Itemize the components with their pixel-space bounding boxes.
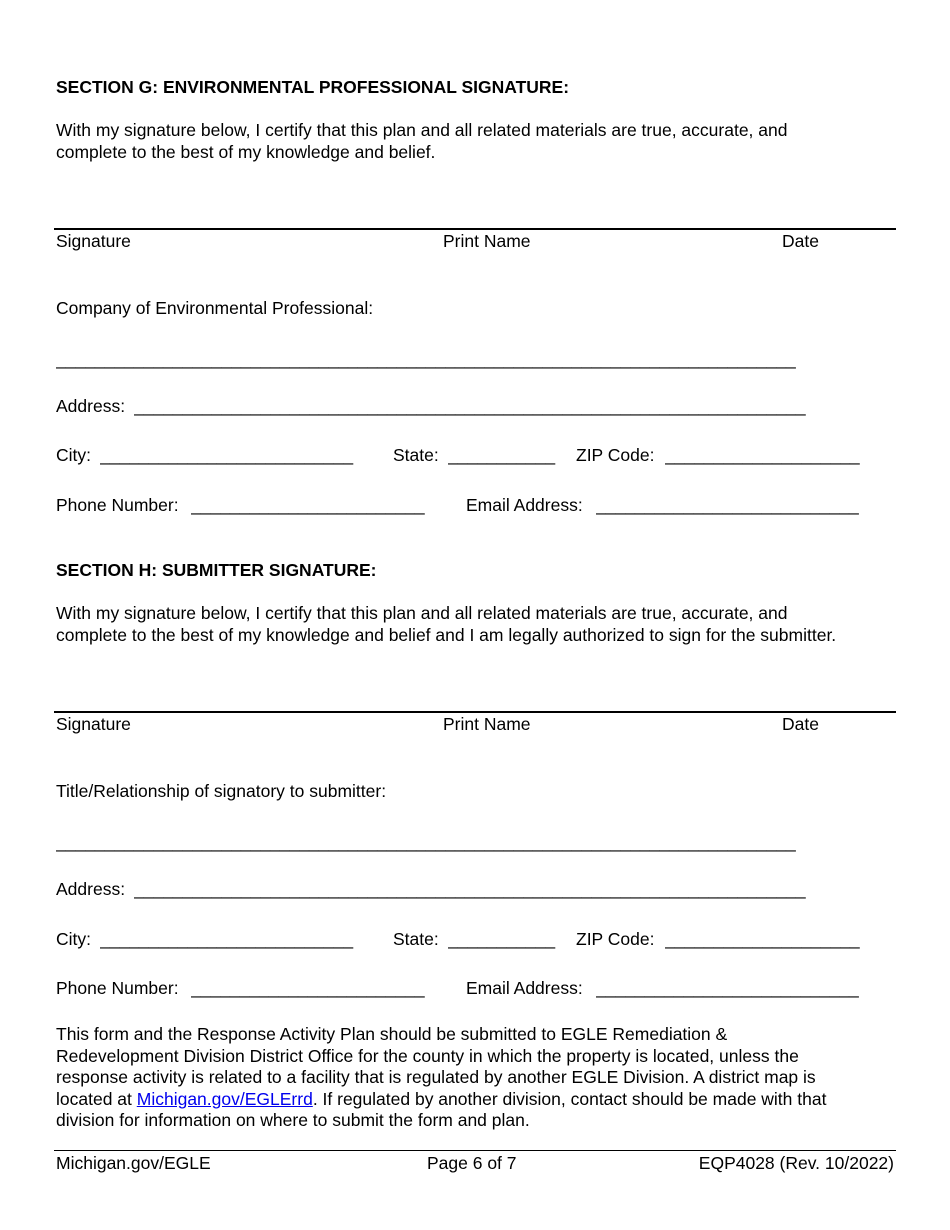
instructions-line2: Redevelopment Division District Office for the county in which the property is located, unless the bbox=[56, 1045, 799, 1066]
section-g-address-field[interactable]: _____________________________________________________________________ bbox=[134, 396, 806, 416]
section-g-address-label: Address: bbox=[56, 396, 126, 416]
section-g-email-field[interactable]: ___________________________ bbox=[596, 495, 859, 515]
section-g-certify-line2: complete to the best of my knowledge and belief. bbox=[56, 142, 436, 162]
section-h-address-label: Address: bbox=[56, 879, 126, 899]
section-h-certify-line2: complete to the best of my knowledge and belief and I am legally authorized to sign for the submitter. bbox=[56, 625, 837, 645]
section-g-certify-line1: With my signature below, I certify that this plan and all related materials are true, accurate, and bbox=[56, 120, 788, 140]
instructions-line3: response activity is related to a facility that is regulated by another EGLE Division. A district map is bbox=[56, 1067, 816, 1087]
section-g-certification bbox=[56, 119, 896, 163]
instructions-line4-pre: located at bbox=[56, 1088, 137, 1109]
section-g-heading: SECTION G: ENVIRONMENTAL PROFESSIONAL SIGNATURE: bbox=[56, 77, 570, 97]
section-h-certification bbox=[56, 602, 896, 646]
section-h-phone-field[interactable]: ________________________ bbox=[191, 978, 425, 998]
section-g-city-field[interactable]: __________________________ bbox=[100, 445, 354, 465]
instructions-line4-post: . If regulated by another division, contact should be made with that bbox=[312, 1088, 827, 1109]
section-g-signature-label: Signature bbox=[56, 231, 131, 251]
section-h-zip-field[interactable]: ____________________ bbox=[665, 929, 860, 949]
footer-form-number: EQP4028 (Rev. 10/2022) bbox=[698, 1153, 894, 1173]
section-g-signature-line[interactable] bbox=[54, 228, 896, 230]
footer-website: Michigan.gov/EGLE bbox=[56, 1153, 211, 1173]
section-g-phone-field[interactable]: ________________________ bbox=[191, 495, 425, 515]
footer-divider bbox=[54, 1150, 896, 1151]
section-h-email-label: Email Address: bbox=[466, 978, 583, 998]
section-g-company-field[interactable]: ____________________________________________________________________________ bbox=[56, 349, 796, 369]
section-h-signature-line[interactable] bbox=[54, 711, 896, 713]
section-g-date-label: Date bbox=[782, 231, 819, 251]
section-h-signature-label: Signature bbox=[56, 714, 131, 734]
section-h-city-field[interactable]: __________________________ bbox=[100, 929, 354, 949]
instructions-line1: This form and the Response Activity Plan should be submitted to EGLE Remediation & bbox=[56, 1024, 728, 1044]
section-h-zip-label: ZIP Code: bbox=[576, 929, 655, 949]
section-h-state-label: State: bbox=[393, 929, 439, 949]
section-g-zip-label: ZIP Code: bbox=[576, 445, 655, 465]
section-g-company-label: Company of Environmental Professional: bbox=[56, 298, 374, 318]
egle-rrd-link[interactable]: Michigan.gov/EGLErrd bbox=[136, 1088, 313, 1109]
section-g-state-field[interactable]: ___________ bbox=[448, 445, 556, 465]
instructions-line5: division for information on where to submit the form and plan. bbox=[56, 1110, 530, 1130]
section-g-email-label: Email Address: bbox=[466, 495, 583, 515]
section-h-phone-label: Phone Number: bbox=[56, 978, 179, 998]
section-h-address-field[interactable]: _____________________________________________________________________ bbox=[134, 879, 806, 899]
section-h-print-name-label: Print Name bbox=[443, 714, 531, 734]
section-h-certify-line1: With my signature below, I certify that this plan and all related materials are true, accurate, and bbox=[56, 603, 788, 623]
section-g-zip-field[interactable]: ____________________ bbox=[665, 445, 860, 465]
section-g-print-name-label: Print Name bbox=[443, 231, 531, 251]
section-h-title-label: Title/Relationship of signatory to submitter: bbox=[56, 781, 387, 801]
section-h-state-field[interactable]: ___________ bbox=[448, 929, 556, 949]
section-g-city-label: City: bbox=[56, 445, 91, 465]
instructions-line4 bbox=[56, 1089, 896, 1111]
footer-page-number: Page 6 of 7 bbox=[427, 1153, 517, 1173]
section-h-city-label: City: bbox=[56, 929, 91, 949]
submission-instructions bbox=[56, 1024, 896, 1132]
section-h-email-field[interactable]: ___________________________ bbox=[596, 978, 859, 998]
section-h-date-label: Date bbox=[782, 714, 819, 734]
section-g-phone-label: Phone Number: bbox=[56, 495, 179, 515]
section-h-heading: SECTION H: SUBMITTER SIGNATURE: bbox=[56, 560, 377, 580]
section-g-state-label: State: bbox=[393, 445, 439, 465]
section-h-title-field[interactable]: ____________________________________________________________________________ bbox=[56, 832, 796, 852]
